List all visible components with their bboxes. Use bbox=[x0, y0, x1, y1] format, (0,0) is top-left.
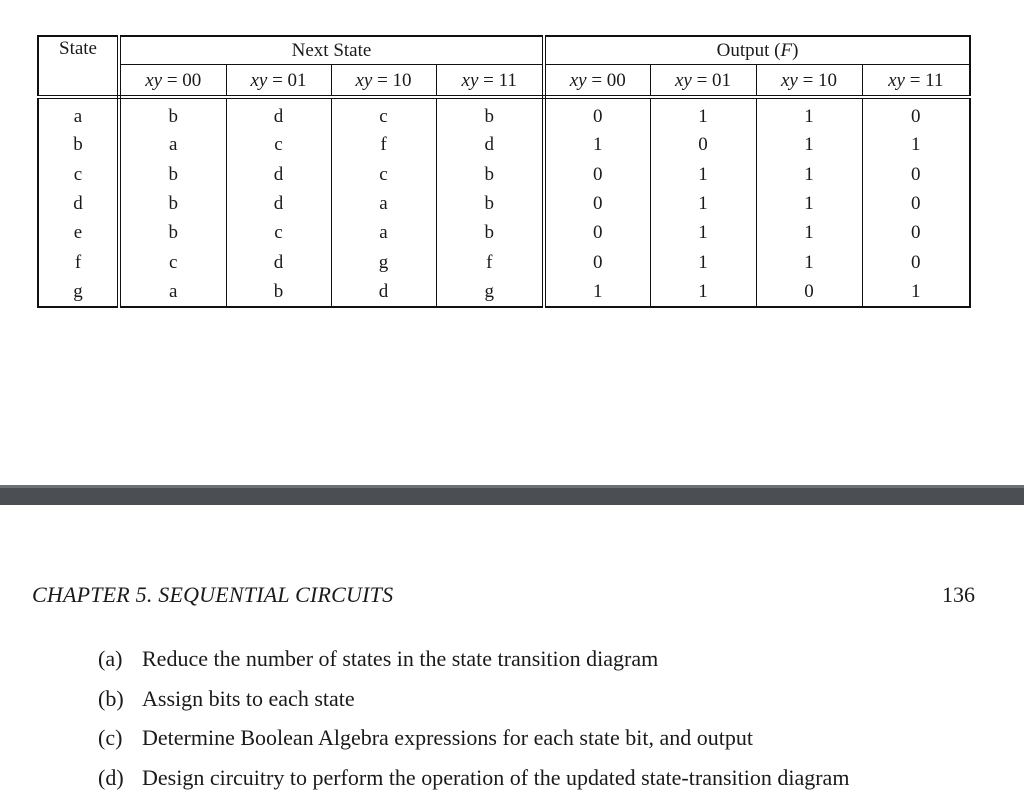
input-value: 01 bbox=[712, 69, 732, 91]
next-state-cell: d bbox=[226, 189, 331, 218]
input-var: xy bbox=[355, 69, 373, 91]
next-state-cell: d bbox=[226, 159, 331, 188]
next-state-cell: c bbox=[226, 218, 331, 247]
input-eq: = bbox=[267, 69, 288, 91]
output-header-prefix: Output ( bbox=[716, 40, 781, 61]
output-cell: 1 bbox=[650, 248, 756, 277]
state-cell: a bbox=[38, 97, 119, 130]
input-var: xy bbox=[780, 69, 798, 91]
output-cell: 0 bbox=[911, 163, 921, 185]
next-state-cell: b bbox=[119, 218, 226, 247]
chapter-title: CHAPTER 5. SEQUENTIAL CIRCUITS bbox=[32, 582, 394, 607]
next-state-cell: c bbox=[226, 130, 331, 159]
next-state-cell: d bbox=[436, 130, 544, 159]
output-cell: 1 bbox=[756, 248, 862, 277]
next-state-cell: f bbox=[331, 130, 436, 159]
state-cell: f bbox=[38, 248, 119, 277]
output-header bbox=[544, 36, 970, 65]
next-state-cell: b bbox=[436, 218, 544, 247]
question-item bbox=[98, 686, 849, 726]
output-cell: 1 bbox=[911, 281, 921, 303]
input-var: xy bbox=[569, 69, 587, 91]
next-state-cell: g bbox=[331, 248, 436, 277]
output-input-header-10 bbox=[756, 65, 862, 98]
table-row bbox=[38, 277, 970, 307]
output-cell: 0 bbox=[911, 106, 921, 127]
table-body bbox=[38, 97, 970, 307]
input-var: xy bbox=[145, 69, 163, 91]
next-state-cell: b bbox=[436, 189, 544, 218]
next-state-cell: c bbox=[119, 248, 226, 277]
output-cell: 0 bbox=[911, 222, 921, 244]
output-input-header-00 bbox=[544, 65, 650, 98]
input-eq: = bbox=[797, 69, 819, 91]
output-cell: 1 bbox=[650, 218, 756, 247]
table-row bbox=[38, 218, 970, 247]
input-value: 00 bbox=[606, 69, 626, 91]
question-label: (c) bbox=[98, 725, 123, 750]
output-cell: 1 bbox=[756, 159, 862, 188]
header-row-groups bbox=[38, 36, 970, 65]
input-eq: = bbox=[691, 69, 713, 91]
output-cell: 1 bbox=[756, 189, 862, 218]
question-list bbox=[98, 646, 849, 800]
output-cell: 0 bbox=[544, 189, 650, 218]
next-state-cell: a bbox=[331, 189, 436, 218]
next-state-input-header-01 bbox=[226, 65, 331, 98]
next-state-cell: b bbox=[119, 189, 226, 218]
page-divider bbox=[0, 485, 1024, 505]
output-cell: 0 bbox=[544, 218, 650, 247]
input-eq: = bbox=[904, 69, 926, 91]
state-cell: b bbox=[38, 130, 119, 159]
next-state-cell: f bbox=[436, 248, 544, 277]
state-cell: d bbox=[38, 189, 119, 218]
state-column-header: State bbox=[38, 36, 119, 97]
input-value: 01 bbox=[287, 69, 307, 91]
output-cell: 1 bbox=[650, 159, 756, 188]
table-row bbox=[38, 189, 970, 218]
input-eq: = bbox=[372, 69, 393, 91]
output-cell: 1 bbox=[544, 130, 650, 159]
output-cell: 0 bbox=[911, 251, 921, 273]
header-row-inputs bbox=[38, 65, 970, 98]
page-number: 136 bbox=[942, 582, 975, 607]
state-cell: c bbox=[38, 159, 119, 188]
question-text: Determine Boolean Algebra expressions for each state bit, and output bbox=[142, 725, 753, 750]
next-state-cell: g bbox=[436, 277, 544, 307]
input-var: xy bbox=[461, 69, 479, 91]
input-value: 10 bbox=[392, 69, 412, 91]
output-cell: 1 bbox=[756, 97, 862, 130]
table-row bbox=[38, 159, 970, 188]
input-eq: = bbox=[586, 69, 607, 91]
output-cell: 1 bbox=[650, 97, 756, 130]
next-state-cell: b bbox=[119, 97, 226, 130]
question-label: (d) bbox=[98, 764, 124, 790]
input-value: 10 bbox=[818, 69, 838, 91]
input-var: xy bbox=[888, 69, 905, 91]
output-input-header-01 bbox=[650, 65, 756, 98]
input-var: xy bbox=[250, 69, 268, 91]
output-cell: 0 bbox=[544, 248, 650, 277]
output-input-header-11 bbox=[862, 65, 970, 98]
next-state-cell: b bbox=[226, 277, 331, 307]
input-var: xy bbox=[674, 69, 692, 91]
output-cell: 0 bbox=[911, 192, 921, 214]
next-state-cell: d bbox=[226, 97, 331, 130]
output-cell: 1 bbox=[756, 218, 862, 247]
input-eq: = bbox=[478, 69, 499, 91]
input-value: 00 bbox=[182, 69, 202, 91]
output-cell: 0 bbox=[650, 130, 756, 159]
next-state-cell: c bbox=[331, 159, 436, 188]
state-cell: e bbox=[38, 218, 119, 247]
next-state-input-header-00 bbox=[119, 65, 226, 98]
question-item bbox=[98, 646, 849, 686]
output-cell: 1 bbox=[544, 277, 650, 307]
next-state-cell: a bbox=[119, 277, 226, 307]
question-text: Design circuitry to perform the operation of the updated state-transition diagram bbox=[142, 764, 850, 790]
next-state-cell: a bbox=[331, 218, 436, 247]
question-label: (b) bbox=[98, 685, 124, 711]
next-state-cell: b bbox=[436, 159, 544, 188]
output-header-var: F bbox=[780, 40, 793, 61]
input-value: 11 bbox=[498, 69, 517, 91]
table-row bbox=[38, 130, 970, 159]
output-cell: 0 bbox=[756, 277, 862, 307]
next-state-input-header-11 bbox=[436, 65, 544, 98]
output-cell: 0 bbox=[544, 159, 650, 188]
output-cell: 0 bbox=[544, 97, 650, 130]
output-cell: 1 bbox=[911, 134, 921, 156]
output-cell: 1 bbox=[756, 130, 862, 159]
input-eq: = bbox=[162, 69, 183, 91]
input-value: 11 bbox=[925, 69, 944, 91]
question-label: (a) bbox=[98, 646, 123, 671]
table-row bbox=[38, 97, 970, 130]
question-text: Reduce the number of states in the state transition diagram bbox=[142, 646, 659, 671]
next-state-cell: d bbox=[226, 248, 331, 277]
next-state-cell: d bbox=[331, 277, 436, 307]
question-item bbox=[98, 765, 849, 800]
state-cell: g bbox=[38, 277, 119, 307]
table-row bbox=[38, 248, 970, 277]
output-cell: 1 bbox=[650, 189, 756, 218]
next-state-cell: c bbox=[331, 97, 436, 130]
next-state-cell: a bbox=[119, 130, 226, 159]
next-state-input-header-10 bbox=[331, 65, 436, 98]
next-state-header: Next State bbox=[119, 36, 544, 65]
question-text: Assign bits to each state bbox=[142, 685, 355, 711]
output-cell: 1 bbox=[650, 277, 756, 307]
question-item bbox=[98, 725, 849, 765]
next-state-cell: b bbox=[119, 159, 226, 188]
output-header-suffix: ) bbox=[792, 40, 799, 61]
next-state-cell: b bbox=[436, 97, 544, 130]
state-table bbox=[37, 35, 971, 308]
